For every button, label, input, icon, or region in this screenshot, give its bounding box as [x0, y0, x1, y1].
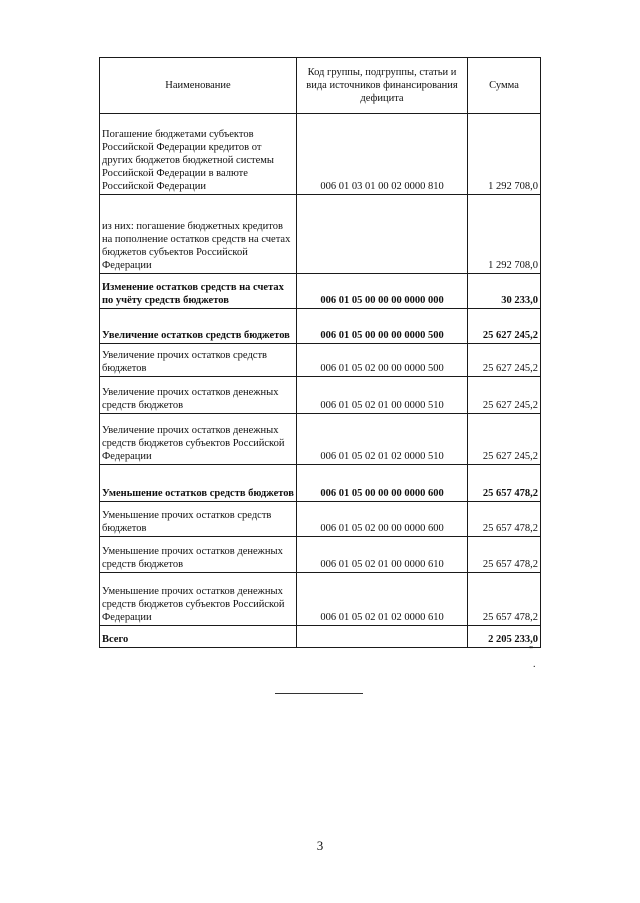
- table-row: [100, 195, 541, 274]
- header-code: Код группы, подгруппы, статьи и вида источников финансирования дефицита: [297, 58, 468, 114]
- end-divider: [275, 693, 363, 694]
- row-name: Увеличение остатков средств бюджетов: [100, 309, 297, 344]
- row-sum: 25 657 478,2: [468, 465, 541, 502]
- row-sum: 30 233,0: [468, 274, 541, 309]
- row-code: 006 01 05 00 00 00 0000 000: [297, 274, 468, 309]
- row-code: [297, 195, 468, 274]
- row-code: 006 01 05 02 00 00 0000 500: [297, 344, 468, 377]
- closing-quote: ": [529, 645, 534, 656]
- row-sum: 25 627 245,2: [468, 414, 541, 465]
- closing-dot: .: [533, 659, 536, 670]
- row-code: 006 01 05 02 01 02 0000 610: [297, 573, 468, 626]
- table-row: [100, 502, 541, 537]
- row-code: 006 01 05 02 01 02 0000 510: [297, 414, 468, 465]
- row-name: Уменьшение остатков средств бюджетов: [100, 465, 297, 502]
- table-row: [100, 465, 541, 502]
- row-name: Увеличение прочих остатков денежных средств бюджетов субъектов Российской Федерации: [100, 414, 297, 465]
- table-row-total: [100, 626, 541, 648]
- row-sum: 25 657 478,2: [468, 502, 541, 537]
- row-code: 006 01 05 00 00 00 0000 500: [297, 309, 468, 344]
- total-code: [297, 626, 468, 648]
- table-row: [100, 414, 541, 465]
- row-name: Изменение остатков средств на счетах по учёту средств бюджетов: [100, 274, 297, 309]
- page-number: 3: [316, 838, 324, 853]
- table-row: [100, 537, 541, 573]
- row-sum: 1 292 708,0: [468, 195, 541, 274]
- header-name: Наименование: [100, 58, 297, 114]
- row-name: Погашение бюджетами субъектов Российской Федерации кредитов от других бюджетов бюджетной системы Российской Федерации в валюте Российской Федерации: [100, 114, 297, 195]
- row-code: 006 01 05 02 01 00 0000 510: [297, 377, 468, 414]
- row-code: 006 01 05 02 00 00 0000 600: [297, 502, 468, 537]
- row-name: Уменьшение прочих остатков средств бюджетов: [100, 502, 297, 537]
- row-sum: 25 627 245,2: [468, 377, 541, 414]
- row-sum: 25 627 245,2: [468, 344, 541, 377]
- row-name: Увеличение прочих остатков средств бюджетов: [100, 344, 297, 377]
- row-name: Увеличение прочих остатков денежных средств бюджетов: [100, 377, 297, 414]
- table-row: [100, 114, 541, 195]
- row-name: Уменьшение прочих остатков денежных средств бюджетов: [100, 537, 297, 573]
- table-header-row: [100, 58, 541, 114]
- header-sum: Сумма: [468, 58, 541, 114]
- table-row: [100, 344, 541, 377]
- table-row: [100, 309, 541, 344]
- total-sum: 2 205 233,0: [468, 626, 541, 648]
- row-sum: 1 292 708,0: [468, 114, 541, 195]
- table-row: [100, 573, 541, 626]
- row-name: Уменьшение прочих остатков денежных средств бюджетов субъектов Российской Федерации: [100, 573, 297, 626]
- table-row: [100, 377, 541, 414]
- row-sum: 25 657 478,2: [468, 573, 541, 626]
- row-sum: 25 657 478,2: [468, 537, 541, 573]
- row-name: из них: погашение бюджетных кредитов на пополнение остатков средств на счетах бюджетов субъектов Российской Федерации: [100, 195, 297, 274]
- row-code: 006 01 05 02 01 00 0000 610: [297, 537, 468, 573]
- row-code: 006 01 05 00 00 00 0000 600: [297, 465, 468, 502]
- table-row: [100, 274, 541, 309]
- row-sum: 25 627 245,2: [468, 309, 541, 344]
- sources-financing-table: [99, 57, 541, 648]
- row-code: 006 01 03 01 00 02 0000 810: [297, 114, 468, 195]
- total-label: Всего: [100, 626, 297, 648]
